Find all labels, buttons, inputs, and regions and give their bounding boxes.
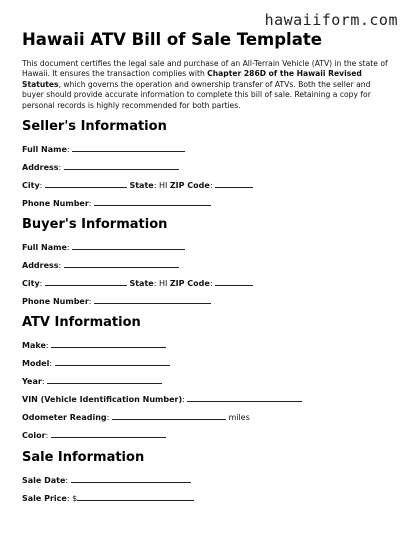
seller-full-name-input[interactable] (72, 144, 185, 152)
seller-city-state-zip-field: City: State: HI ZIP Code: (22, 180, 253, 191)
seller-address-label: Address (22, 163, 59, 172)
site-watermark: hawaiiform.com (264, 11, 398, 29)
seller-section-heading: Seller's Information (22, 119, 167, 134)
atv-make-input[interactable] (51, 340, 166, 348)
seller-zip-input[interactable] (215, 180, 253, 188)
atv-model-label: Model (22, 359, 50, 368)
seller-phone-input[interactable] (94, 198, 211, 206)
seller-state-label: State (129, 181, 154, 190)
sale-date-field: Sale Date: (22, 475, 191, 486)
seller-state-value: HI (158, 181, 168, 190)
atv-odometer-unit: miles (228, 413, 250, 422)
sale-price-field: Sale Price: $ (22, 493, 194, 504)
seller-address-field: Address: (22, 162, 179, 173)
currency-symbol: $ (72, 494, 78, 503)
buyer-city-state-zip-field: City: State: HI ZIP Code: (22, 278, 253, 289)
buyer-city-label: City (22, 279, 40, 288)
atv-section-heading: ATV Information (22, 315, 141, 330)
buyer-state-label: State (129, 279, 154, 288)
atv-year-label: Year (22, 377, 42, 386)
atv-year-field: Year: (22, 376, 162, 387)
document-title: Hawaii ATV Bill of Sale Template (22, 30, 322, 49)
seller-phone-label: Phone Number (22, 199, 89, 208)
seller-city-label: City (22, 181, 40, 190)
buyer-section-heading: Buyer's Information (22, 217, 168, 232)
seller-full-name-label: Full Name (22, 145, 67, 154)
atv-odometer-input[interactable] (112, 412, 226, 420)
buyer-address-label: Address (22, 261, 59, 270)
atv-color-field: Color: (22, 430, 166, 441)
intro-text-1: This document certifies the legal sale and purchase of an All-Terrain Vehicle (ATV) in the state of Hawaii. It ensures the transaction complies with (22, 59, 388, 79)
buyer-zip-input[interactable] (215, 278, 253, 286)
seller-zip-label: ZIP Code (169, 181, 210, 190)
sale-section-heading: Sale Information (22, 450, 145, 465)
atv-odometer-field: Odometer Reading: miles (22, 413, 250, 422)
atv-color-input[interactable] (51, 430, 166, 438)
atv-model-input[interactable] (55, 358, 170, 366)
seller-address-input[interactable] (64, 162, 179, 170)
seller-full-name-field: Full Name: (22, 144, 185, 155)
sale-date-input[interactable] (71, 475, 191, 483)
atv-vin-input[interactable] (187, 394, 302, 402)
buyer-zip-label: ZIP Code (169, 279, 210, 288)
atv-make-field: Make: (22, 340, 166, 351)
buyer-phone-input[interactable] (94, 296, 211, 304)
atv-color-label: Color (22, 431, 46, 440)
atv-model-field: Model: (22, 358, 170, 369)
atv-year-input[interactable] (47, 376, 162, 384)
buyer-phone-label: Phone Number (22, 297, 89, 306)
buyer-full-name-input[interactable] (72, 242, 185, 250)
sale-price-input[interactable] (77, 493, 194, 501)
statute-reference: Chapter 286D of the Hawaii Revised Statutes (22, 69, 362, 89)
atv-vin-field: VIN (Vehicle Identification Number): (22, 394, 302, 405)
atv-vin-label: VIN (Vehicle Identification Number) (22, 395, 183, 404)
seller-phone-field: Phone Number: (22, 198, 211, 209)
sale-price-label: Sale Price (22, 494, 67, 503)
intro-text-2: , which governs the operation and ownership transfer of ATVs. Both the seller and buyer should provide accurate information to complete this bill of sale. Retaining a copy for personal records is highly recommended for both parties. (22, 79, 371, 110)
buyer-state-value: HI (158, 279, 168, 288)
sale-date-label: Sale Date (22, 476, 66, 485)
buyer-city-input[interactable] (45, 278, 127, 286)
atv-make-label: Make (22, 341, 46, 350)
buyer-phone-field: Phone Number: (22, 296, 211, 307)
atv-odometer-label: Odometer Reading (22, 413, 107, 422)
seller-city-input[interactable] (45, 180, 127, 188)
intro-paragraph (22, 59, 392, 111)
buyer-full-name-field: Full Name: (22, 242, 185, 253)
buyer-full-name-label: Full Name (22, 243, 67, 252)
buyer-address-field: Address: (22, 260, 179, 271)
buyer-address-input[interactable] (64, 260, 179, 268)
